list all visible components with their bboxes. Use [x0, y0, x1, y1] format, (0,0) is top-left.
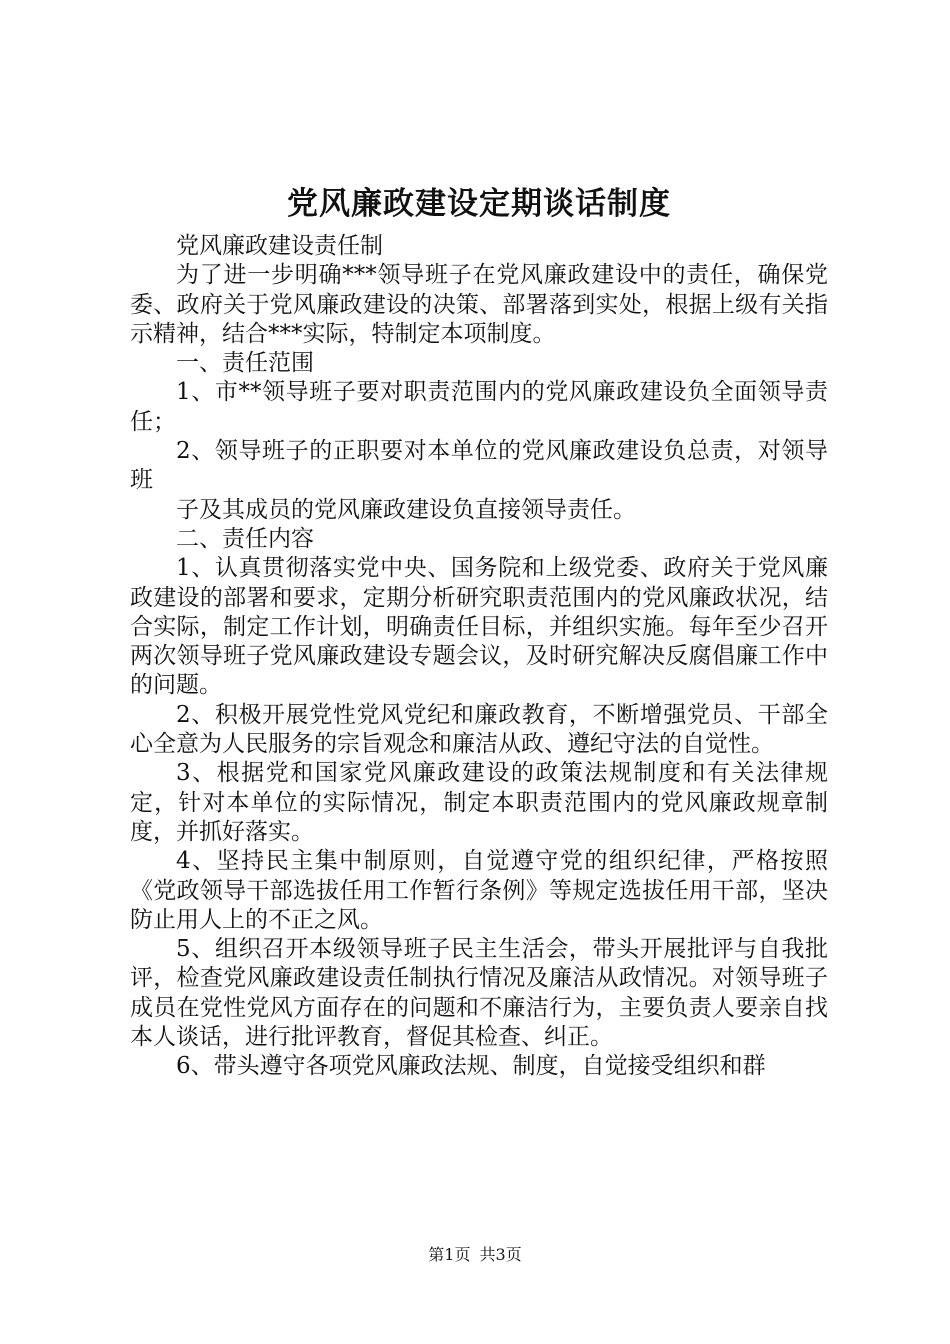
section-heading-content: 二、责任内容: [176, 525, 314, 552]
paragraph-content-3: 3、根据党和国家党风廉政建设的政策法规制度和有关法律规定，针对本单位的实际情况，制定本职责范围内的党风廉政规章制度，并抓好落实。: [130, 760, 828, 845]
paragraph-content-2: 2、积极开展党性党风党纪和廉政教育，不断增强党员、干部全心全意为人民服务的宗旨观念和廉洁从政、遵纪守法的自觉性。: [130, 701, 828, 758]
paragraph-subtitle: 党风廉政建设责任制: [176, 233, 383, 259]
paragraph-content-4: 4、坚持民主集中制原则，自觉遵守党的组织纪律，严格按照《党政领导干部选拔任用工作暂行条例》等规定选拔任用干部，坚决防止用人上的不正之风。: [130, 848, 828, 933]
document-page: [130, 182, 828, 1082]
paragraph-intro: 为了进一步明确***领导班子在党风廉政建设中的责任，确保党委、政府关于党风廉政建设的决策、部署落到实处，根据上级有关指示精神，结合***实际，特制定本项制度。: [130, 262, 828, 347]
paragraph-content-1: 1、认真贯彻落实党中央、国务院和上级党委、政府关于党风廉政建设的部署和要求，定期分析研究职责范围内的党风廉政状况，结合实际，制定工作计划，明确责任目标，并组织实施。每年至少召开两次领导班子党风廉政建设专题会议，及时研究解决反腐倡廉工作中的问题。: [130, 555, 828, 699]
section-heading-scope: 一、责任范围: [176, 350, 314, 377]
paragraph-content-5: 5、组织召开本级领导班子民主生活会，带头开展批评与自我批评，检查党风廉政建设责任制执行情况及廉洁从政情况。对领导班子成员在党性党风方面存在的问题和不廉洁行为，主要负责人要亲自找本人谈话，进行批评教育，督促其检查、纠正。: [130, 936, 828, 1051]
page-number: 第1页: [428, 1245, 471, 1264]
paragraph-scope-1: 1、市**领导班子要对职责范围内的党风廉政建设负全面领导责任；: [130, 379, 828, 435]
paragraph-scope-2-continued: 子及其成员的党风廉政建设负直接领导责任。: [176, 496, 636, 523]
page-total: 共3页: [479, 1245, 522, 1264]
paragraph-content-6: 6、带头遵守各项党风廉政法规、制度，自觉接受组织和群: [176, 1053, 766, 1080]
document-title: 党风廉政建设定期谈话制度: [287, 186, 671, 222]
page-footer: [0, 1245, 950, 1265]
paragraph-scope-2: 2、领导班子的正职要对本单位的党风廉政建设负总责，对领导班: [130, 438, 828, 494]
